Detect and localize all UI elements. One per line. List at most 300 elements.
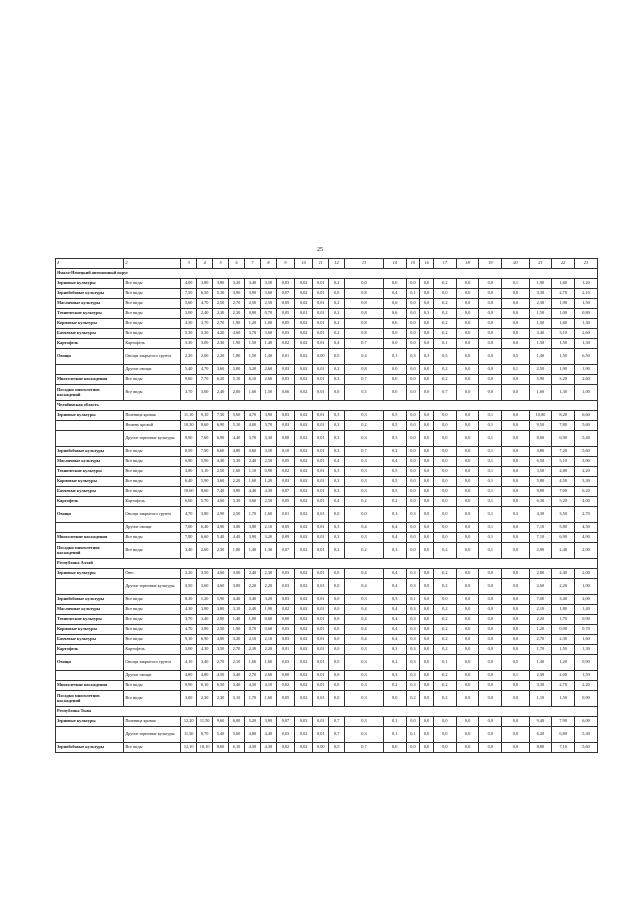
value-cell: 0,07 — [276, 487, 294, 497]
value-cell: 0,03 — [276, 625, 294, 635]
value-cell: 2,40 — [244, 457, 260, 467]
crop-group-cell — [56, 579, 124, 595]
value-cell: 0,90 — [552, 625, 575, 635]
value-cell: 0,0 — [406, 447, 420, 457]
value-cell: 0,2 — [433, 681, 456, 691]
value-cell: 0,0 — [502, 605, 529, 615]
value-cell: 0,0 — [406, 477, 420, 487]
header-cell: 10 — [295, 259, 313, 269]
value-cell: 0,0 — [479, 569, 502, 579]
value-cell: 0,05 — [276, 523, 294, 533]
value-cell: 0,0 — [502, 447, 529, 457]
value-cell: 0,1 — [383, 727, 406, 743]
value-cell: 6,90 — [213, 421, 229, 431]
value-cell: 0,7 — [345, 743, 384, 753]
value-cell: 0,01 — [313, 727, 329, 743]
value-cell: 0,0 — [479, 605, 502, 615]
crop-type-cell: Другие зерновые культуры — [124, 579, 181, 595]
value-cell: 0,0 — [456, 431, 479, 447]
value-cell: 4,70 — [197, 299, 213, 309]
value-cell: 0,0 — [420, 615, 434, 625]
value-cell: 0,0 — [420, 319, 434, 329]
table-row — [56, 691, 598, 707]
value-cell: 0,3 — [345, 467, 384, 477]
value-cell: 4,80 — [244, 727, 260, 743]
table-row — [56, 727, 598, 743]
value-cell: 7,30 — [213, 411, 229, 421]
value-cell: 4,90 — [575, 533, 598, 543]
crop-group-cell: Овощи — [56, 349, 124, 365]
value-cell: 6,50 — [213, 681, 229, 691]
value-cell: 1,20 — [575, 279, 598, 289]
value-cell: 0,0 — [406, 467, 420, 477]
value-cell: 0,0 — [383, 375, 406, 385]
value-cell: 4,00 — [244, 421, 260, 431]
value-cell: 0,0 — [420, 339, 434, 349]
value-cell: 0,0 — [456, 579, 479, 595]
value-cell: 3,00 — [229, 365, 245, 375]
value-cell: 0,0 — [479, 595, 502, 605]
value-cell: 1,50 — [575, 299, 598, 309]
value-cell: 1,30 — [260, 543, 276, 559]
value-cell: 0,2 — [433, 299, 456, 309]
value-cell: 0,3 — [406, 671, 420, 681]
value-cell: 0,0 — [420, 375, 434, 385]
table-row — [56, 365, 598, 375]
value-cell: 0,0 — [479, 645, 502, 655]
value-cell: 3,80 — [197, 605, 213, 615]
value-cell: 0,0 — [502, 329, 529, 339]
value-cell: 6,20 — [529, 727, 552, 743]
value-cell: 1,70 — [529, 645, 552, 655]
crop-group-cell: Бахчевые культуры — [56, 329, 124, 339]
value-cell: 0,2 — [345, 543, 384, 559]
value-cell: 0,02 — [295, 467, 313, 477]
value-cell: 4,80 — [181, 671, 197, 681]
value-cell: 4,70 — [244, 411, 260, 421]
value-cell: 0,2 — [406, 691, 420, 707]
value-cell: 0,8 — [345, 289, 384, 299]
value-cell: 0,3 — [345, 457, 384, 467]
value-cell: 0,0 — [329, 655, 345, 671]
value-cell: 0,0 — [502, 299, 529, 309]
value-cell: 3,90 — [229, 487, 245, 497]
crop-group-cell: Зерновые культуры — [56, 569, 124, 579]
value-cell: 0,0 — [502, 579, 529, 595]
value-cell: 4,00 — [181, 279, 197, 289]
table-row — [56, 645, 598, 655]
value-cell: 0,01 — [313, 319, 329, 329]
value-cell: 3,40 — [552, 595, 575, 605]
value-cell: 0,02 — [295, 339, 313, 349]
value-cell: 3,50 — [181, 579, 197, 595]
value-cell: 3,20 — [552, 375, 575, 385]
value-cell: 0,5 — [433, 349, 456, 365]
region-header-row — [56, 269, 598, 279]
table-row — [56, 655, 598, 671]
value-cell: 6,10 — [244, 375, 260, 385]
crop-group-cell: Технические культуры — [56, 309, 124, 319]
value-cell: 0,0 — [502, 375, 529, 385]
value-cell: 0,3 — [345, 477, 384, 487]
value-cell: 0,0 — [329, 635, 345, 645]
value-cell: 0,2 — [433, 375, 456, 385]
value-cell: 0,5 — [383, 431, 406, 447]
crop-group-cell: Картофель — [56, 339, 124, 349]
value-cell: 4,30 — [181, 605, 197, 615]
value-cell: 7,00 — [552, 487, 575, 497]
table-row — [56, 329, 598, 339]
region-header-row — [56, 707, 598, 717]
value-cell: 0,0 — [479, 691, 502, 707]
value-cell: 2,30 — [213, 309, 229, 319]
value-cell: 0,1 — [383, 349, 406, 365]
value-cell: 0,05 — [276, 497, 294, 507]
value-cell: 0,3 — [329, 523, 345, 533]
value-cell: 8,30 — [181, 595, 197, 605]
value-cell: 0,0 — [456, 299, 479, 309]
value-cell: 0,2 — [383, 447, 406, 457]
value-cell: 3,30 — [260, 431, 276, 447]
value-cell: 0,03 — [276, 727, 294, 743]
value-cell: 0,0 — [456, 385, 479, 401]
value-cell: 3,90 — [260, 717, 276, 727]
value-cell: 7,50 — [181, 289, 197, 299]
value-cell: 0,02 — [295, 421, 313, 431]
value-cell: 2,30 — [244, 645, 260, 655]
crop-type-cell: Все виды — [124, 319, 181, 329]
region-title: Челябинская область — [56, 401, 598, 411]
value-cell: 8,20 — [552, 411, 575, 421]
value-cell: 0,0 — [420, 299, 434, 309]
value-cell: 4,50 — [552, 477, 575, 487]
value-cell: 4,80 — [213, 635, 229, 645]
value-cell: 2,50 — [260, 299, 276, 309]
crop-type-cell: Овощи закрытого грунта — [124, 349, 181, 365]
value-cell: 0,0 — [502, 645, 529, 655]
value-cell: 0,0 — [420, 727, 434, 743]
value-cell: 0,2 — [433, 543, 456, 559]
value-cell: 1,50 — [575, 671, 598, 681]
value-cell: 0,02 — [295, 385, 313, 401]
value-cell: 0,02 — [295, 543, 313, 559]
value-cell: 6,60 — [181, 497, 197, 507]
value-cell: 5,60 — [181, 299, 197, 309]
header-cell: 23 — [575, 259, 598, 269]
value-cell: 2,10 — [229, 655, 245, 671]
value-cell: 0,0 — [479, 681, 502, 691]
value-cell: 0,0 — [456, 523, 479, 533]
value-cell: 0,4 — [383, 523, 406, 533]
value-cell: 2,10 — [260, 523, 276, 533]
crop-group-cell — [56, 671, 124, 681]
table-row — [56, 309, 598, 319]
value-cell: 1,40 — [229, 615, 245, 625]
value-cell: 0,90 — [575, 655, 598, 671]
value-cell: 5,60 — [575, 421, 598, 431]
value-cell: 0,01 — [313, 655, 329, 671]
table-row — [56, 625, 598, 635]
value-cell: 2,40 — [213, 385, 229, 401]
value-cell: 0,0 — [383, 279, 406, 289]
value-cell: 9,10 — [181, 635, 197, 645]
value-cell: 0,0 — [456, 477, 479, 487]
value-cell: 0,4 — [383, 569, 406, 579]
value-cell: 0,0 — [406, 375, 420, 385]
value-cell: 1,90 — [229, 625, 245, 635]
value-cell: 2,00 — [575, 543, 598, 559]
value-cell: 4,70 — [181, 625, 197, 635]
value-cell: 0,0 — [329, 645, 345, 655]
value-cell: 7,70 — [197, 375, 213, 385]
value-cell: 3,80 — [197, 507, 213, 523]
value-cell: 0,3 — [406, 569, 420, 579]
value-cell: 0,0 — [406, 309, 420, 319]
value-cell: 2,60 — [529, 579, 552, 595]
value-cell: 2,80 — [529, 569, 552, 579]
value-cell: 0,5 — [329, 743, 345, 753]
value-cell: 3,50 — [213, 645, 229, 655]
value-cell: 0,0 — [502, 743, 529, 753]
value-cell: 0,0 — [420, 691, 434, 707]
value-cell: 4,30 — [529, 507, 552, 523]
header-cell: 9 — [276, 259, 294, 269]
value-cell: 0,3 — [406, 635, 420, 645]
table-row — [56, 523, 598, 533]
value-cell: 3,70 — [181, 615, 197, 625]
value-cell: 0,03 — [276, 329, 294, 339]
value-cell: 1,50 — [552, 691, 575, 707]
value-cell: 0,0 — [329, 605, 345, 615]
value-cell: 1,00 — [575, 385, 598, 401]
header-cell: 15 — [406, 259, 420, 269]
value-cell: 0,02 — [295, 579, 313, 595]
value-cell: 3,00 — [197, 385, 213, 401]
value-cell: 9,90 — [529, 487, 552, 497]
value-cell: 0,01 — [313, 411, 329, 421]
value-cell: 0,0 — [406, 421, 420, 431]
value-cell: 4,60 — [213, 579, 229, 595]
value-cell: 3,10 — [229, 691, 245, 707]
value-cell: 0,0 — [329, 671, 345, 681]
value-cell: 0,0 — [456, 447, 479, 457]
value-cell: 0,0 — [502, 289, 529, 299]
value-cell: 0,0 — [406, 365, 420, 375]
value-cell: 2,70 — [529, 635, 552, 645]
value-cell: 2,50 — [244, 299, 260, 309]
value-cell: 0,00 — [313, 349, 329, 365]
value-cell: 0,01 — [313, 645, 329, 655]
region-header-row — [56, 401, 598, 411]
value-cell: 0,0 — [456, 691, 479, 707]
table-row — [56, 579, 598, 595]
value-cell: 0,0 — [479, 671, 502, 681]
value-cell: 2,30 — [260, 569, 276, 579]
value-cell: 3,30 — [575, 477, 598, 487]
value-cell: 2,70 — [229, 645, 245, 655]
table-row — [56, 671, 598, 681]
value-cell: 0,0 — [456, 743, 479, 753]
value-cell: 0,01 — [313, 365, 329, 375]
value-cell: 1,30 — [552, 385, 575, 401]
value-cell: 2,20 — [575, 681, 598, 691]
value-cell: 2,60 — [260, 375, 276, 385]
value-cell: 6,50 — [575, 349, 598, 365]
value-cell: 1,50 — [529, 319, 552, 329]
value-cell: 0,0 — [502, 411, 529, 421]
value-cell: 2,20 — [244, 579, 260, 595]
value-cell: 2,50 — [213, 625, 229, 635]
value-cell: 2,00 — [229, 385, 245, 401]
value-cell: 2,40 — [197, 309, 213, 319]
value-cell: 0,1 — [502, 365, 529, 375]
value-cell: 7,40 — [213, 487, 229, 497]
value-cell: 5,10 — [229, 421, 245, 431]
value-cell: 1,10 — [244, 467, 260, 477]
value-cell: 0,1 — [479, 497, 502, 507]
value-cell: 7,10 — [529, 523, 552, 533]
value-cell: 0,8 — [345, 319, 384, 329]
header-cell: 16 — [420, 259, 434, 269]
value-cell: 0,02 — [295, 487, 313, 497]
value-cell: 0,0 — [420, 579, 434, 595]
value-cell: 0,0 — [420, 457, 434, 467]
header-cell: 3 — [181, 259, 197, 269]
value-cell: 0,02 — [295, 411, 313, 421]
value-cell: 4,60 — [213, 497, 229, 507]
value-cell: 0,0 — [329, 615, 345, 625]
value-cell: 0,0 — [433, 447, 456, 457]
value-cell: 5,90 — [197, 477, 213, 487]
value-cell: 1,60 — [552, 279, 575, 289]
value-cell: 0,4 — [345, 579, 384, 595]
value-cell: 3,60 — [244, 447, 260, 457]
value-cell: 0,5 — [383, 411, 406, 421]
value-cell: 0,3 — [345, 431, 384, 447]
value-cell: 0,0 — [433, 477, 456, 487]
value-cell: 1,50 — [260, 385, 276, 401]
value-cell: 3,80 — [244, 523, 260, 533]
value-cell: 0,0 — [456, 279, 479, 289]
value-cell: 2,50 — [213, 299, 229, 309]
value-cell: 0,0 — [406, 743, 420, 753]
value-cell: 3,50 — [260, 279, 276, 289]
value-cell: 0,1 — [502, 279, 529, 289]
value-cell: 1,60 — [552, 319, 575, 329]
value-cell: 0,01 — [313, 569, 329, 579]
value-cell: 5,40 — [181, 365, 197, 375]
value-cell: 0,4 — [329, 457, 345, 467]
crop-type-cell: Все виды — [124, 681, 181, 691]
value-cell: 5,80 — [529, 477, 552, 487]
value-cell: 1,70 — [244, 507, 260, 523]
value-cell: 0,02 — [295, 635, 313, 645]
value-cell: 3,50 — [197, 569, 213, 579]
value-cell: 1,80 — [229, 543, 245, 559]
value-cell: 3,20 — [181, 569, 197, 579]
value-cell: 0,0 — [502, 497, 529, 507]
value-cell: 1,90 — [229, 339, 245, 349]
value-cell: 0,2 — [383, 681, 406, 691]
value-cell: 2,20 — [181, 349, 197, 365]
value-cell: 0,2 — [433, 671, 456, 681]
crop-group-cell: Масличные культуры — [56, 457, 124, 467]
value-cell: 0,2 — [433, 579, 456, 595]
value-cell: 0,0 — [479, 279, 502, 289]
value-cell: 0,0 — [420, 671, 434, 681]
table-row — [56, 507, 598, 523]
value-cell: 0,02 — [295, 645, 313, 655]
value-cell: 2,40 — [244, 569, 260, 579]
value-cell: 3,20 — [229, 635, 245, 645]
value-cell: 0,05 — [276, 309, 294, 319]
value-cell: 11,10 — [181, 411, 197, 421]
value-cell: 0,3 — [345, 411, 384, 421]
value-cell: 0,1 — [479, 457, 502, 467]
value-cell: 5,30 — [181, 329, 197, 339]
value-cell: 0,0 — [420, 635, 434, 645]
value-cell: 1,30 — [575, 645, 598, 655]
value-cell: 2,20 — [229, 477, 245, 487]
value-cell: 0,0 — [456, 375, 479, 385]
value-cell: 0,01 — [313, 421, 329, 431]
value-cell: 1,50 — [529, 309, 552, 319]
value-cell: 0,0 — [502, 727, 529, 743]
value-cell: 0,0 — [406, 717, 420, 727]
value-cell: 1,70 — [552, 615, 575, 625]
value-cell: 0,4 — [383, 289, 406, 299]
value-cell: 0,0 — [420, 625, 434, 635]
value-cell: 0,10 — [276, 447, 294, 457]
value-cell: 0,0 — [420, 487, 434, 497]
value-cell: 7,20 — [552, 447, 575, 457]
value-cell: 0,2 — [329, 299, 345, 309]
value-cell: 0,0 — [456, 605, 479, 615]
value-cell: 0,01 — [313, 477, 329, 487]
value-cell: 0,0 — [479, 717, 502, 727]
crop-group-cell: Зернобобовые культуры — [56, 447, 124, 457]
crop-type-cell: Все виды — [124, 309, 181, 319]
value-cell: 0,1 — [433, 339, 456, 349]
value-cell: 6,80 — [552, 727, 575, 743]
value-cell: 0,0 — [420, 385, 434, 401]
value-cell: 0,1 — [479, 487, 502, 497]
value-cell: 1,40 — [529, 655, 552, 671]
value-cell: 0,0 — [502, 543, 529, 559]
value-cell: 3,80 — [181, 467, 197, 477]
value-cell: 0,0 — [406, 329, 420, 339]
value-cell: 0,2 — [433, 279, 456, 289]
value-cell: 4,40 — [229, 595, 245, 605]
value-cell: 0,0 — [420, 289, 434, 299]
value-cell: 0,0 — [420, 595, 434, 605]
value-cell: 0,3 — [406, 655, 420, 671]
value-cell: 0,3 — [345, 671, 384, 681]
value-cell: 4,30 — [260, 487, 276, 497]
value-cell: 0,0 — [502, 691, 529, 707]
value-cell: 0,3 — [406, 615, 420, 625]
value-cell: 1,20 — [197, 595, 213, 605]
value-cell: 0,0 — [502, 421, 529, 431]
value-cell: 0,03 — [276, 635, 294, 645]
value-cell: 0,1 — [479, 467, 502, 477]
value-cell: 0,0 — [420, 533, 434, 543]
value-cell: 0,0 — [433, 523, 456, 533]
crop-type-cell: Другие зерновые культуры — [124, 727, 181, 743]
value-cell: 0,01 — [276, 349, 294, 365]
value-cell: 10,10 — [197, 743, 213, 753]
value-cell: 0,01 — [313, 457, 329, 467]
